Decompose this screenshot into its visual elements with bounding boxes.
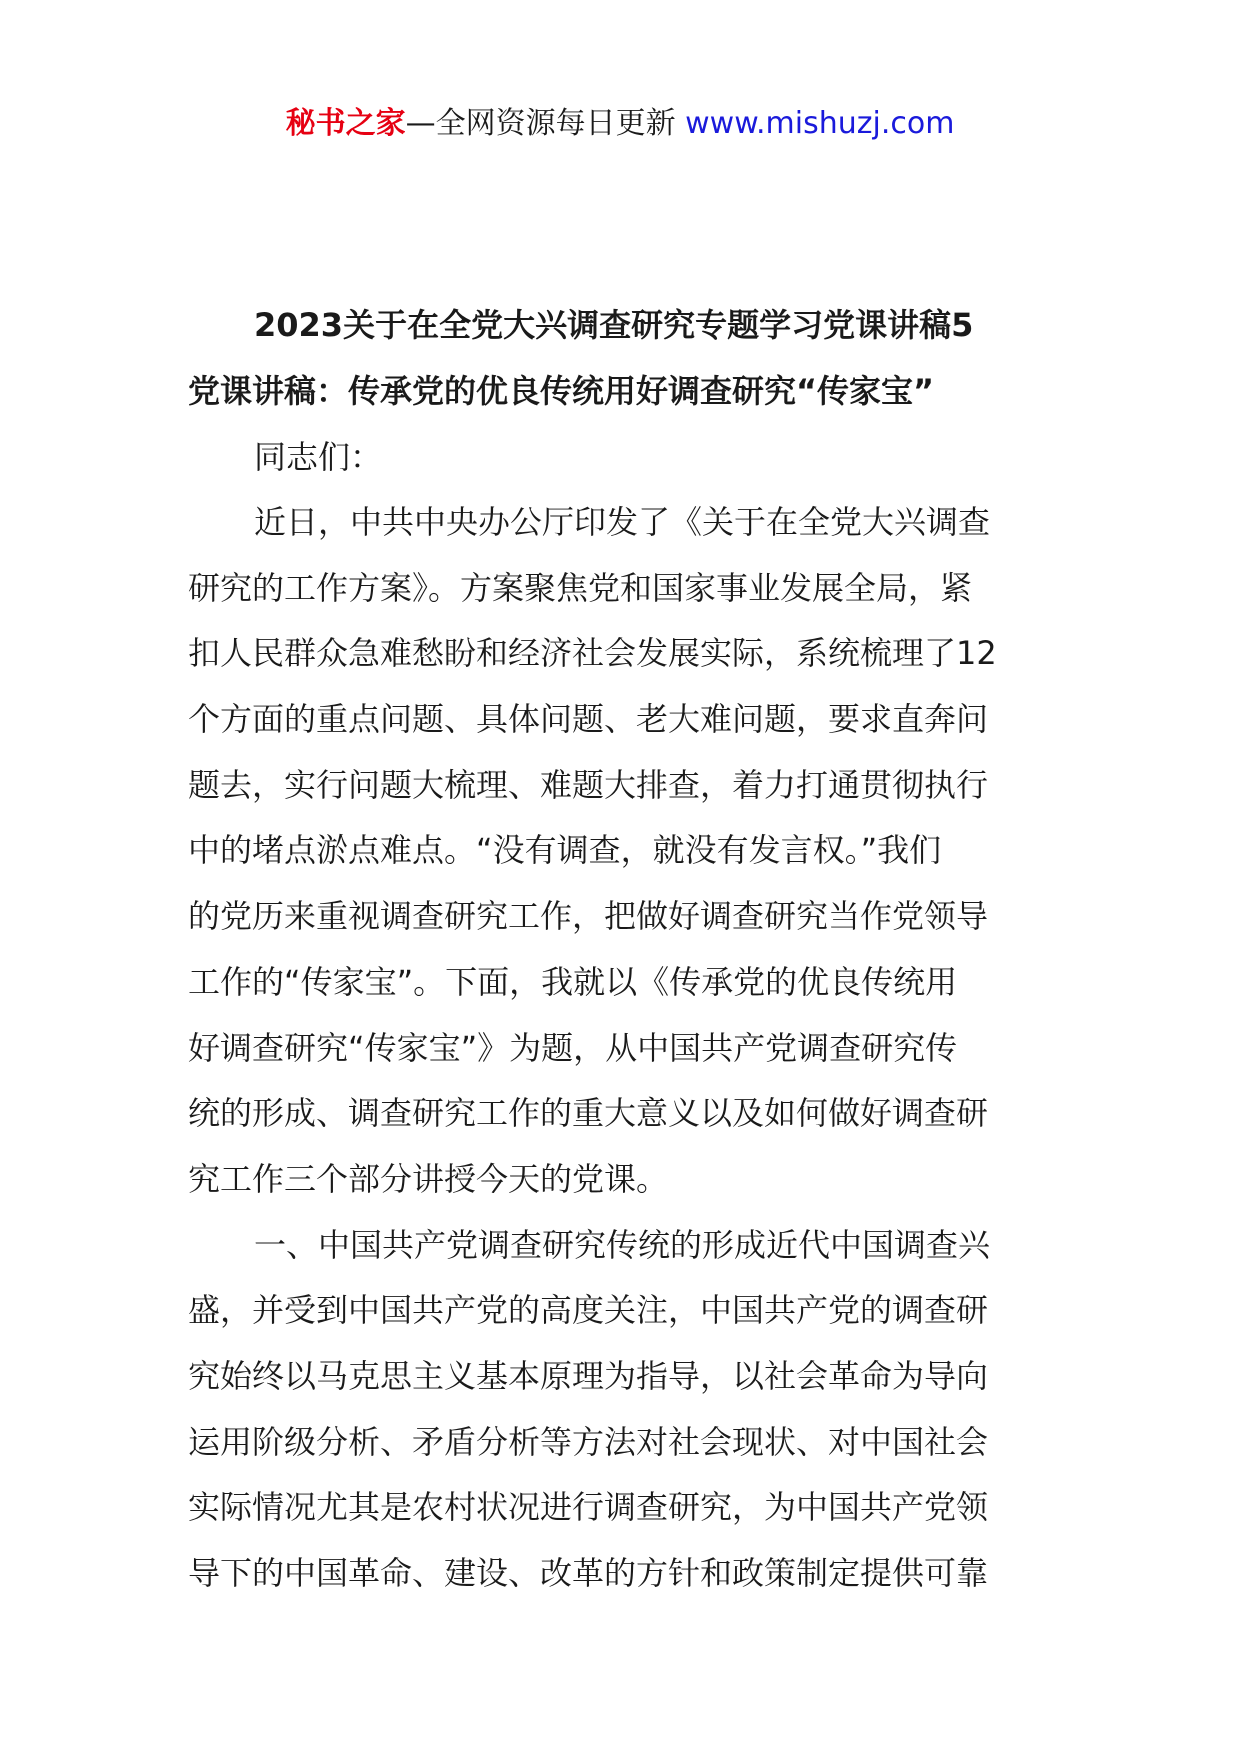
site-tagline: —全网资源每日更新: [405, 106, 686, 141]
document-subtitle: 党课讲稿：传承党的优良传统用好调查研究“传家宝”: [188, 372, 935, 410]
site-brand: 秘书之家: [285, 106, 406, 141]
paragraph-line: 扣人民群众急难愁盼和经济社会发展实际，系统梳理了12: [188, 634, 997, 673]
document-body: [188, 292, 1056, 1607]
paragraph-line: 研究的工作方案》。方案聚焦党和国家事业发展全局，紧: [188, 568, 973, 607]
paragraph-2: [188, 1213, 1056, 1607]
paragraph-line: 中的堵点淤点难点。“没有调查，就没有发言权。”我们: [188, 831, 942, 870]
paragraph-line: 究工作三个部分讲授今天的党课。: [188, 1159, 669, 1198]
paragraph-line: 题去，实行问题大梳理、难题大排查，着力打通贯彻执行: [188, 765, 989, 804]
site-url-link[interactable]: www.mishuzj.com: [685, 106, 955, 141]
paragraph-1: [188, 490, 1056, 1213]
salutation: 同志们：: [254, 438, 383, 476]
paragraph-line: 导下的中国革命、建设、改革的方针和政策制定提供可靠: [188, 1554, 989, 1592]
site-header: [0, 104, 1240, 144]
paragraph-line: 的党历来重视调查研究工作，把做好调查研究当作党领导: [188, 897, 989, 936]
paragraph-line: 好调查研究“传家宝”》为题，从中国共产党调查研究传: [188, 1028, 958, 1067]
paragraph-line: 统的形成、调查研究工作的重大意义以及如何做好调查研: [188, 1094, 989, 1133]
paragraph-line: 个方面的重点问题、具体问题、老大难问题，要求直奔问: [188, 700, 989, 739]
paragraph-line: 工作的“传家宝”。下面，我就以《传承党的优良传统用: [188, 962, 958, 1001]
paragraph-line: 近日，中共中央办公厅印发了《关于在全党大兴调查: [254, 503, 991, 541]
paragraph-line: 盛，并受到中国共产党的高度关注，中国共产党的调查研: [188, 1291, 989, 1330]
paragraph-line: 实际情况尤其是农村状况进行调查研究，为中国共产党领: [188, 1488, 989, 1527]
paragraph-line: 究始终以马克思主义基本原理为指导，以社会革命为导向: [188, 1356, 989, 1395]
paragraph-line: 运用阶级分析、矛盾分析等方法对社会现状、对中国社会: [188, 1422, 989, 1461]
document-title: 2023关于在全党大兴调查研究专题学习党课讲稿5: [254, 306, 974, 344]
paragraph-line: 一、中国共产党调查研究传统的形成近代中国调查兴: [254, 1225, 991, 1264]
